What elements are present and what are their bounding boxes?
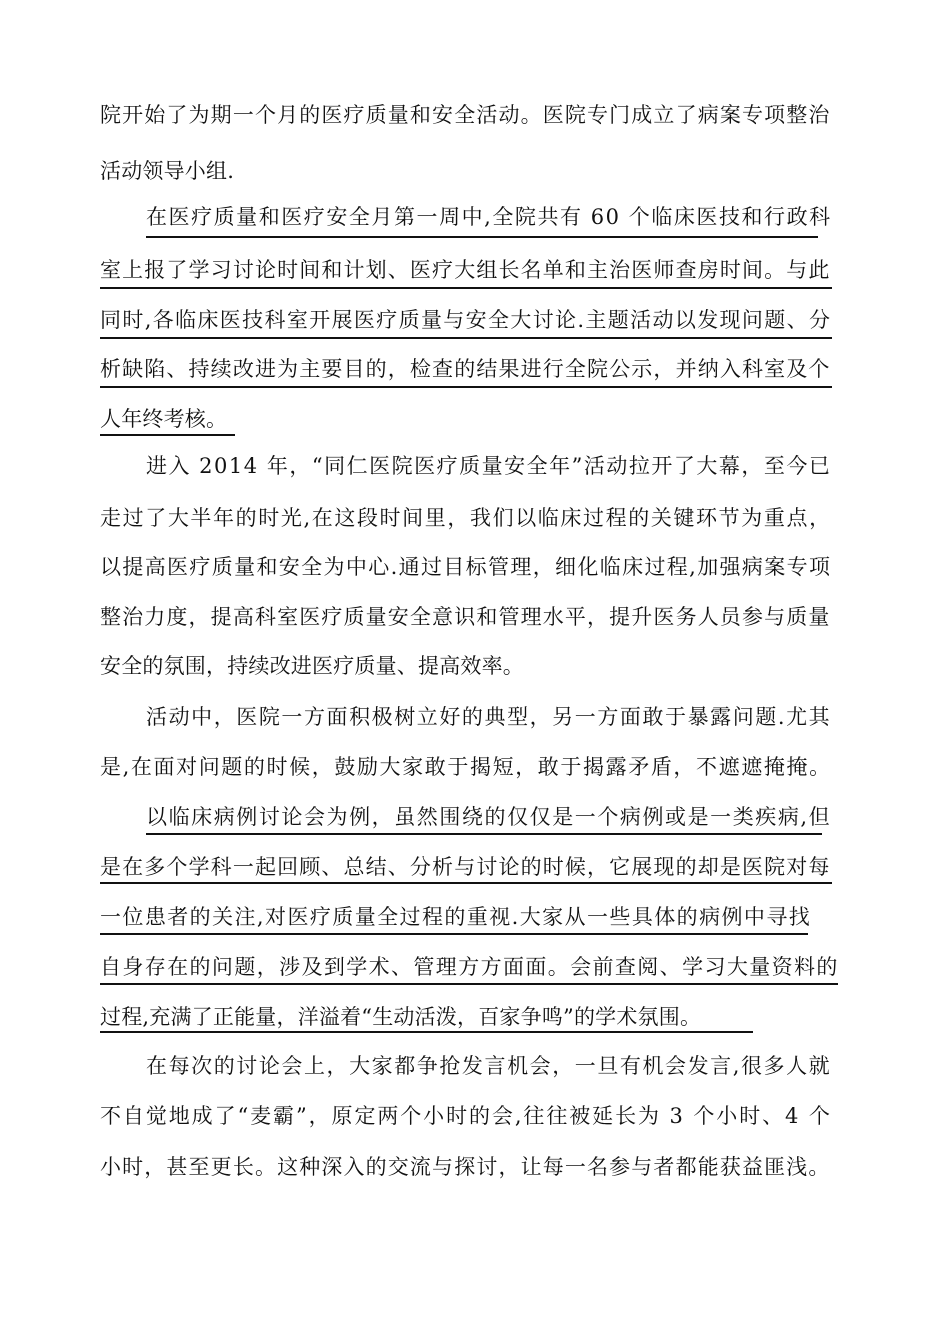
text-line: 走过了大半年的时光,在这段时间里，我们以临床过程的关键环节为重点， (100, 506, 832, 530)
text-line: 安全的氛围，持续改进医疗质量、提高效率。 (100, 654, 524, 678)
underline-rule (100, 287, 832, 289)
underline-rule (146, 236, 818, 238)
text-line: 院开始了为期一个月的医疗质量和安全活动。医院专门成立了病案专项整治 (100, 103, 831, 127)
underlined-text-line: 自身存在的问题，涉及到学术、管理方方面面。会前查阅、学习大量资料的 (100, 955, 839, 979)
underlined-text-line: 一位患者的关注,对医疗质量全过程的重视.大家从一些具体的病例中寻找 (100, 905, 812, 929)
underline-rule (100, 933, 808, 935)
text-line: 以提高医疗质量和安全为中心.通过目标管理，细化临床过程,加强病案专项 (100, 555, 832, 579)
underline-rule (146, 833, 822, 835)
underline-rule (100, 337, 832, 339)
text-line: 整治力度，提高科室医疗质量安全意识和管理水平，提升医务人员参与质量 (100, 605, 831, 629)
text-line: 进入 2014 年，“同仁医院医疗质量安全年”活动拉开了大幕，至今已 (146, 454, 832, 478)
underlined-text-line: 在医疗质量和医疗安全月第一周中,全院共有 60 个临床医技和行政科 (146, 205, 832, 229)
underline-rule (100, 882, 832, 884)
underlined-text-line: 同时,各临床医技科室开展医疗质量与安全大讨论.主题活动以发现问题、分 (100, 308, 832, 332)
underline-rule (100, 434, 235, 436)
text-line: 活动中，医院一方面积极树立好的典型，另一方面敢于暴露问题.尤其 (146, 705, 832, 729)
underlined-text-line: 过程,充满了正能量，洋溢着“生动活泼，百家争鸣”的学术氛围。 (100, 1005, 702, 1029)
underlined-text-line: 析缺陷、持续改进为主要目的，检查的结果进行全院公示，并纳入科室及个 (100, 357, 831, 381)
underline-rule (100, 1031, 753, 1033)
underline-rule (100, 386, 832, 388)
text-line: 在每次的讨论会上，大家都争抢发言机会，一旦有机会发言,很多人就 (146, 1054, 832, 1078)
underlined-text-line: 室上报了学习讨论时间和计划、医疗大组长名单和主治医师查房时间。与此 (100, 258, 831, 282)
underline-rule (100, 983, 838, 985)
text-line: 是,在面对问题的时候，鼓励大家敢于揭短，敢于揭露矛盾，不遮遮掩掩。 (100, 755, 832, 779)
text-line: 不自觉地成了“麦霸”，原定两个小时的会,往往被延长为 3 个小时、4 个 (100, 1104, 832, 1128)
underlined-text-line: 人年终考核。 (100, 407, 228, 431)
underlined-text-line: 是在多个学科一起回顾、总结、分析与讨论的时候，它展现的却是医院对每 (100, 855, 831, 879)
text-line: 活动领导小组. (100, 159, 235, 183)
underlined-text-line: 以临床病例讨论会为例，虽然围绕的仅仅是一个病例或是一类疾病,但 (146, 805, 832, 829)
text-line: 小时，甚至更长。这种深入的交流与探讨，让每一名参与者都能获益匪浅。 (100, 1155, 831, 1179)
